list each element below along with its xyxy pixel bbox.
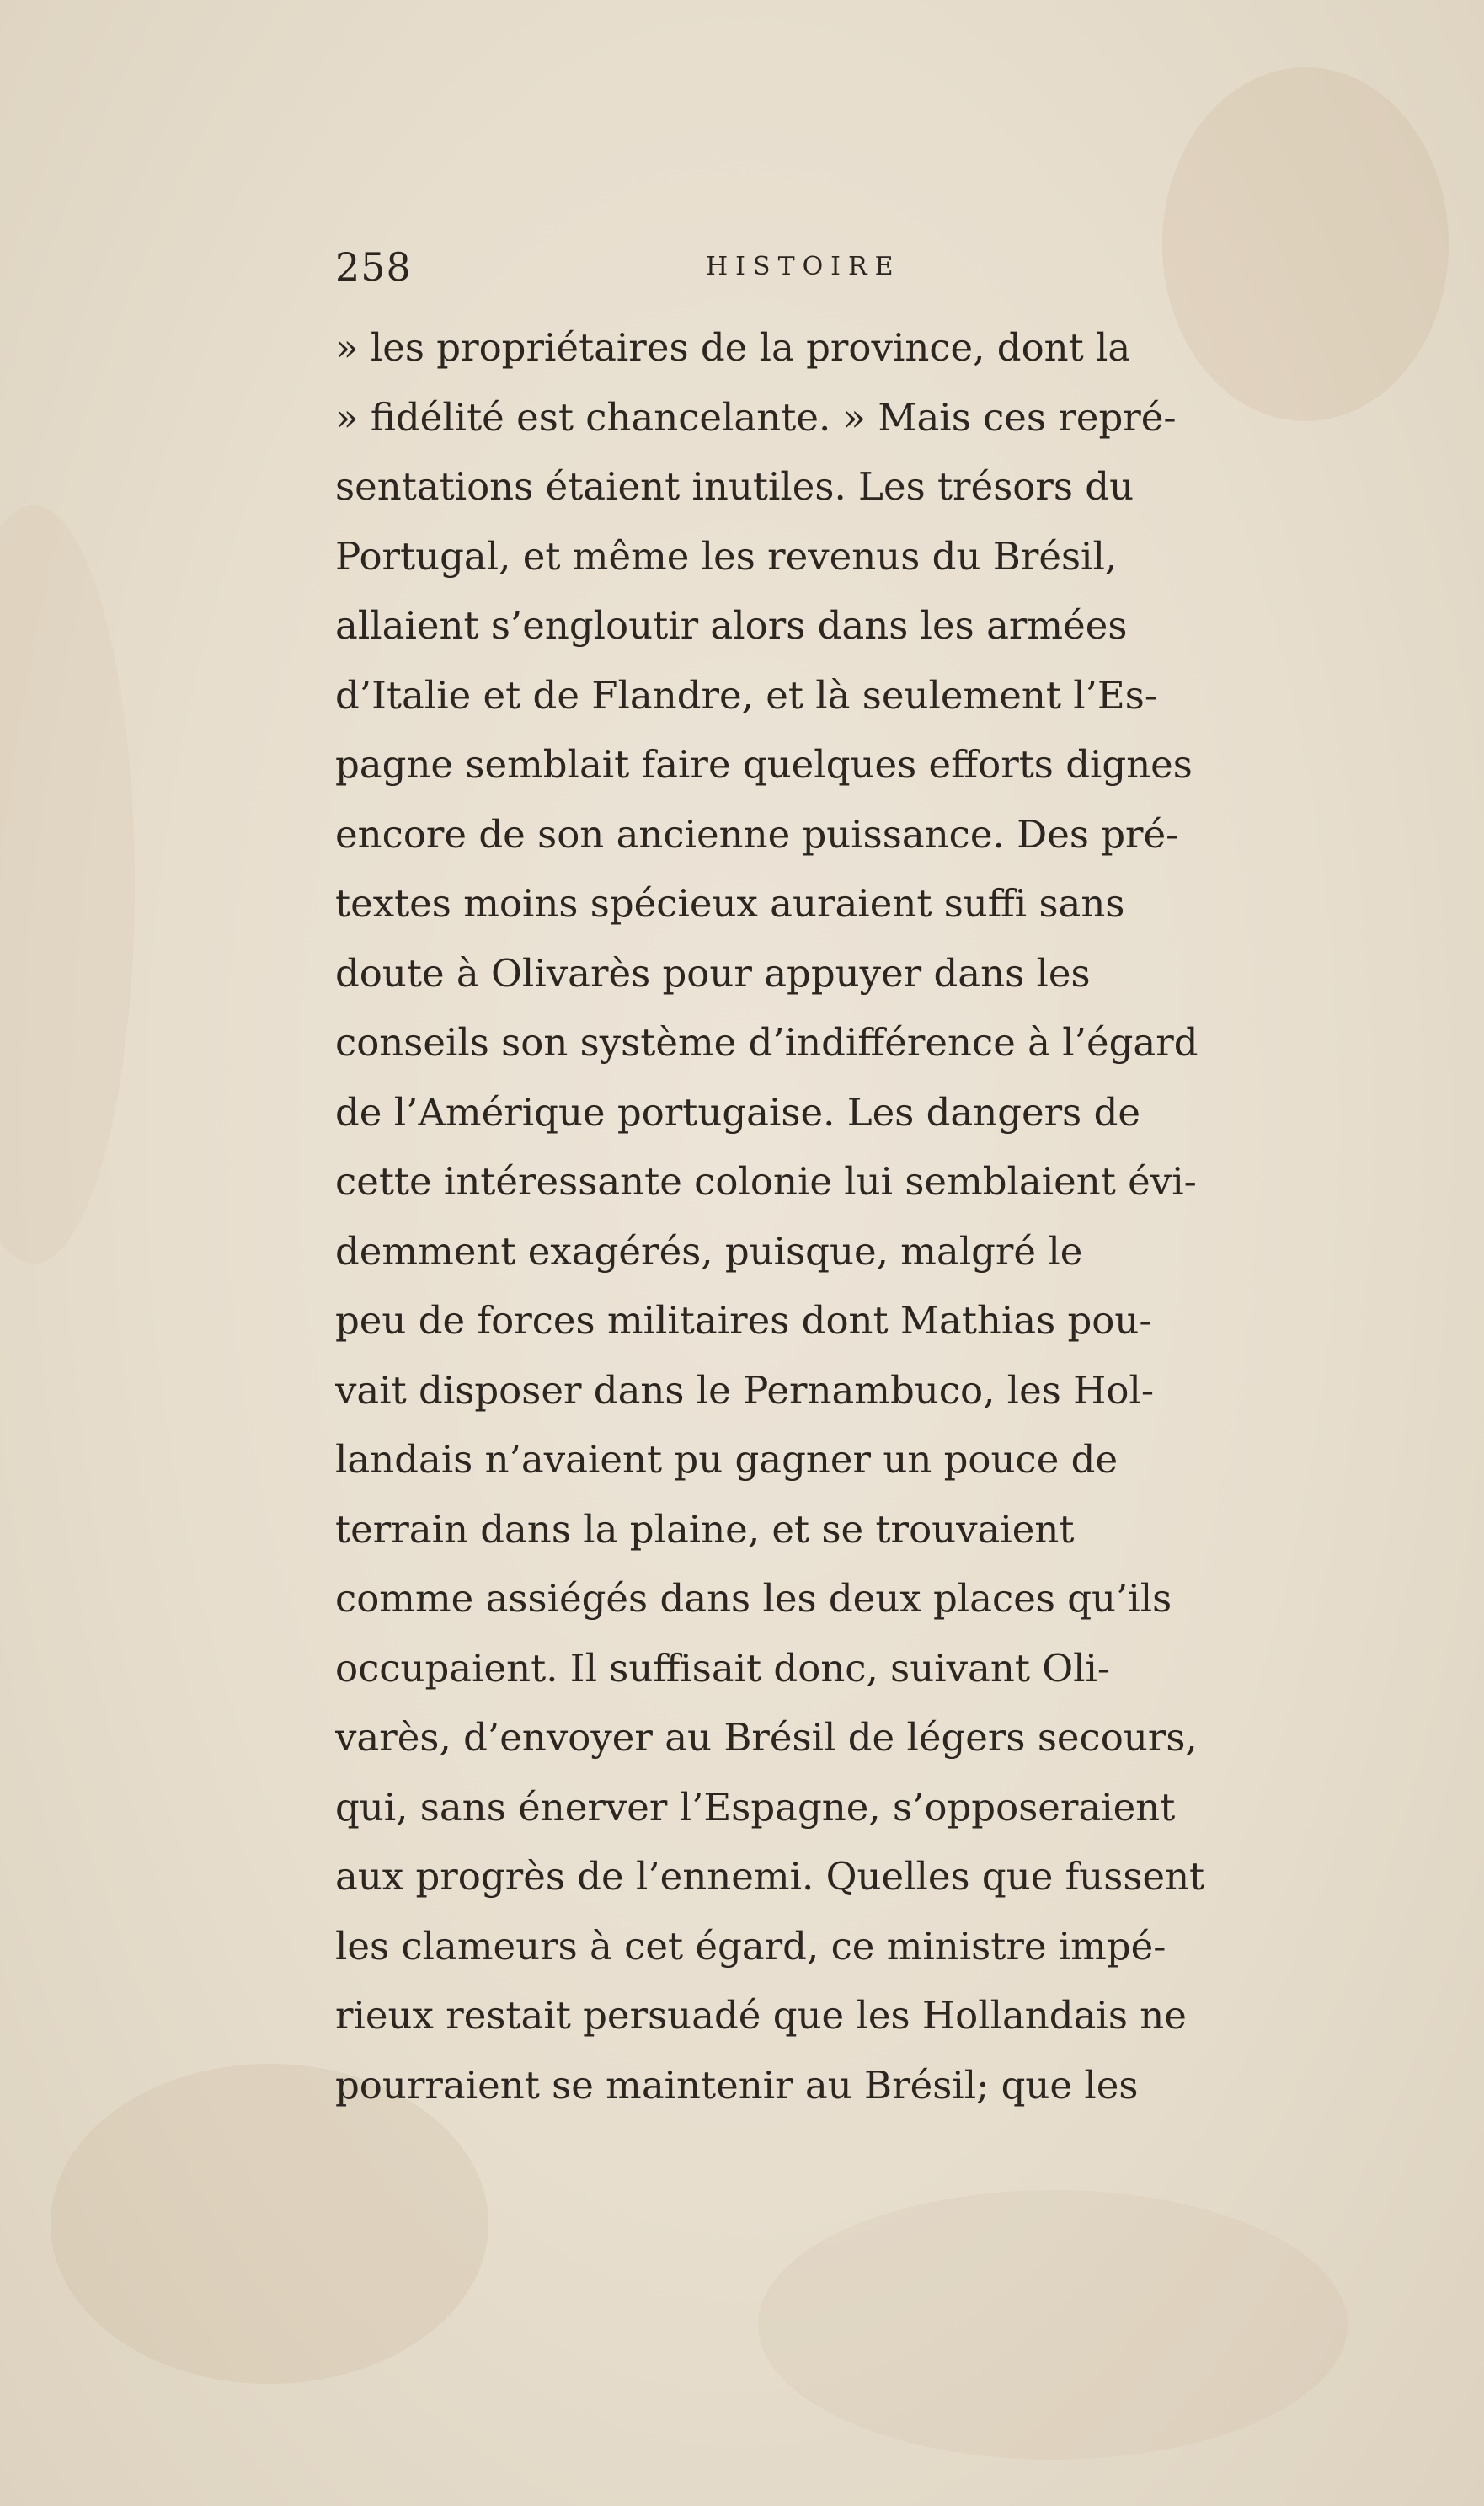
- text-line: conseils son système d’indifférence à l’égard: [335, 1020, 1198, 1065]
- text-line: les clameurs à cet égard, ce ministre impé-: [335, 1923, 1166, 1969]
- text-line: vait disposer dans le Pernambuco, les Hol-: [335, 1367, 1155, 1413]
- text-line: sentations étaient inutiles. Les trésors du: [335, 464, 1134, 509]
- text-line: qui, sans énerver l’Espagne, s’opposeraient: [335, 1784, 1176, 1830]
- body-text: [335, 313, 1337, 2120]
- text-line: comme assiégés dans les deux places qu’ils: [335, 1576, 1172, 1621]
- text-line: doute à Olivarès pour appuyer dans les: [335, 950, 1091, 996]
- text-line: pourraient se maintenir au Brésil; que les: [335, 2062, 1139, 2108]
- text-line: de l’Amérique portugaise. Les dangers de: [335, 1089, 1141, 1135]
- text-line: textes moins spécieux auraient suffi sans: [335, 881, 1125, 926]
- text-line: d’Italie et de Flandre, et là seulement l’Es-: [335, 672, 1158, 718]
- page-number: 258: [335, 244, 412, 290]
- text-line: Portugal, et même les revenus du Brésil,: [335, 533, 1118, 579]
- text-line: allaient s’engloutir alors dans les armées: [335, 603, 1128, 648]
- running-head: HISTOIRE: [706, 252, 901, 281]
- paper-stain: [758, 2190, 1348, 2460]
- page-header: [335, 238, 1337, 297]
- text-line: cette intéressante colonie lui semblaient évi-: [335, 1159, 1197, 1204]
- text-line: rieux restait persuadé que les Hollandais ne: [335, 1993, 1187, 2038]
- text-line: peu de forces militaires dont Mathias pou-: [335, 1298, 1152, 1343]
- text-line: » fidélité est chancelante. » Mais ces repré-: [335, 394, 1177, 440]
- text-line: aux progrès de l’ennemi. Quelles que fussent: [335, 1854, 1205, 1899]
- paper-stain: [0, 505, 135, 1264]
- text-line: varès, d’envoyer au Brésil de légers secours,: [335, 1715, 1198, 1760]
- text-line: terrain dans la plaine, et se trouvaient: [335, 1506, 1075, 1552]
- text-line: occupaient. Il suffisait donc, suivant Oli-: [335, 1645, 1111, 1691]
- text-line: pagne semblait faire quelques efforts dignes: [335, 742, 1193, 787]
- text-line: demment exagérés, puisque, malgré le: [335, 1228, 1083, 1274]
- text-line: encore de son ancienne puissance. Des pré-: [335, 811, 1179, 857]
- text-line: » les propriétaires de la province, dont la: [335, 325, 1131, 370]
- text-line: landais n’avaient pu gagner un pouce de: [335, 1437, 1118, 1482]
